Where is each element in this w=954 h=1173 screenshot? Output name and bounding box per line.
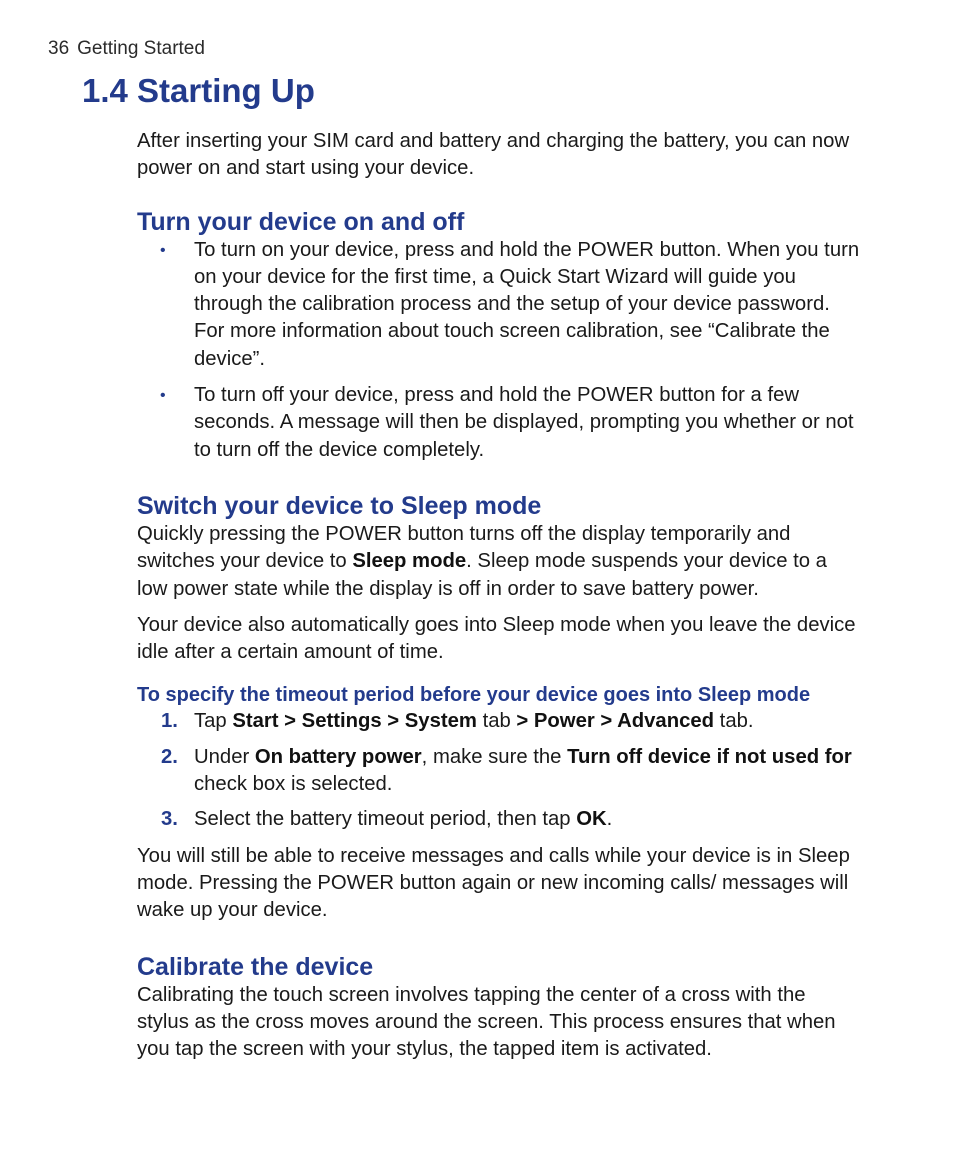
bold-run: Sleep mode (352, 550, 467, 573)
bold-run: Start > Settings > System (232, 710, 477, 733)
text-run: Quickly pressing the POWER button turns off the display temporarily and switches your device to (137, 522, 791, 573)
text-run: . Sleep mode suspends your device to a low power state while the display is off in order to save battery power. (137, 550, 827, 600)
text-run: , make sure the (421, 745, 568, 768)
turn-on-off-list (137, 237, 862, 464)
list-item (137, 382, 862, 464)
text-run: check box is selected. (194, 773, 393, 796)
step-item (137, 744, 862, 799)
procedure-steps (137, 708, 862, 833)
step-number: 3. (161, 808, 178, 831)
sleep-paragraph-1 (137, 521, 862, 603)
text-run: tab. (714, 710, 754, 733)
text-run: Under (194, 745, 255, 768)
page-number: 36 (48, 38, 70, 59)
bullet-text: To turn off your device, press and hold the POWER button for a few seconds. A message will then be displayed, prompting you whether or not to turn off the device completely. (194, 384, 854, 461)
text-run: Tap (194, 710, 233, 733)
page-content (137, 128, 862, 1063)
intro-paragraph: After inserting your SIM card and battery and charging the battery, you can now power on and start using your device. (137, 130, 850, 180)
heading-sleep-mode: Switch your device to Sleep mode (137, 491, 542, 520)
bold-run: OK (576, 808, 607, 831)
sleep-paragraph-2: Your device also automatically goes into Sleep mode when you leave the device idle after a certain amount of time. (137, 613, 856, 664)
list-item (137, 237, 862, 373)
step-number: 1. (161, 710, 178, 733)
running-header (48, 38, 205, 60)
procedure-heading: To specify the timeout period before your device goes into Sleep mode (137, 684, 811, 707)
bold-run: > Power > Advanced (516, 710, 715, 733)
sleep-paragraph-3: You will still be able to receive messages and calls while your device is in Sleep mode. Pressing the POWER button again or new incoming calls/ messages will wake up your device. (137, 844, 850, 922)
heading-calibrate: Calibrate the device (137, 952, 374, 981)
bold-run: Turn off device if not used for (567, 745, 852, 768)
step-item (137, 708, 862, 735)
calibrate-paragraph: Calibrating the touch screen involves tapping the center of a cross with the stylus as the cross moves around the screen. This process ensures that when you tap the screen with your stylus, the tapped item is activated. (137, 983, 836, 1061)
text-run: . (606, 808, 613, 831)
chapter-title: 1.4 Starting Up (82, 72, 315, 109)
bullet-text: To turn on your device, press and hold the POWER button. When you turn on your device for the first time, a Quick Start Wizard will guide you through the calibration process and the setup of your device password. For more information about touch screen calibration, see “Calibrate the device”. (194, 238, 860, 370)
text-run: Select the battery timeout period, then tap (194, 808, 577, 831)
heading-turn-on-off: Turn your device on and off (137, 207, 465, 236)
step-number: 2. (161, 745, 178, 768)
text-run: tab (476, 710, 517, 733)
bullet-marker: • (160, 387, 166, 405)
bullet-marker: • (160, 241, 166, 259)
bold-run: On battery power (254, 745, 422, 768)
running-header-section: Getting Started (77, 38, 205, 59)
step-item (137, 806, 862, 833)
